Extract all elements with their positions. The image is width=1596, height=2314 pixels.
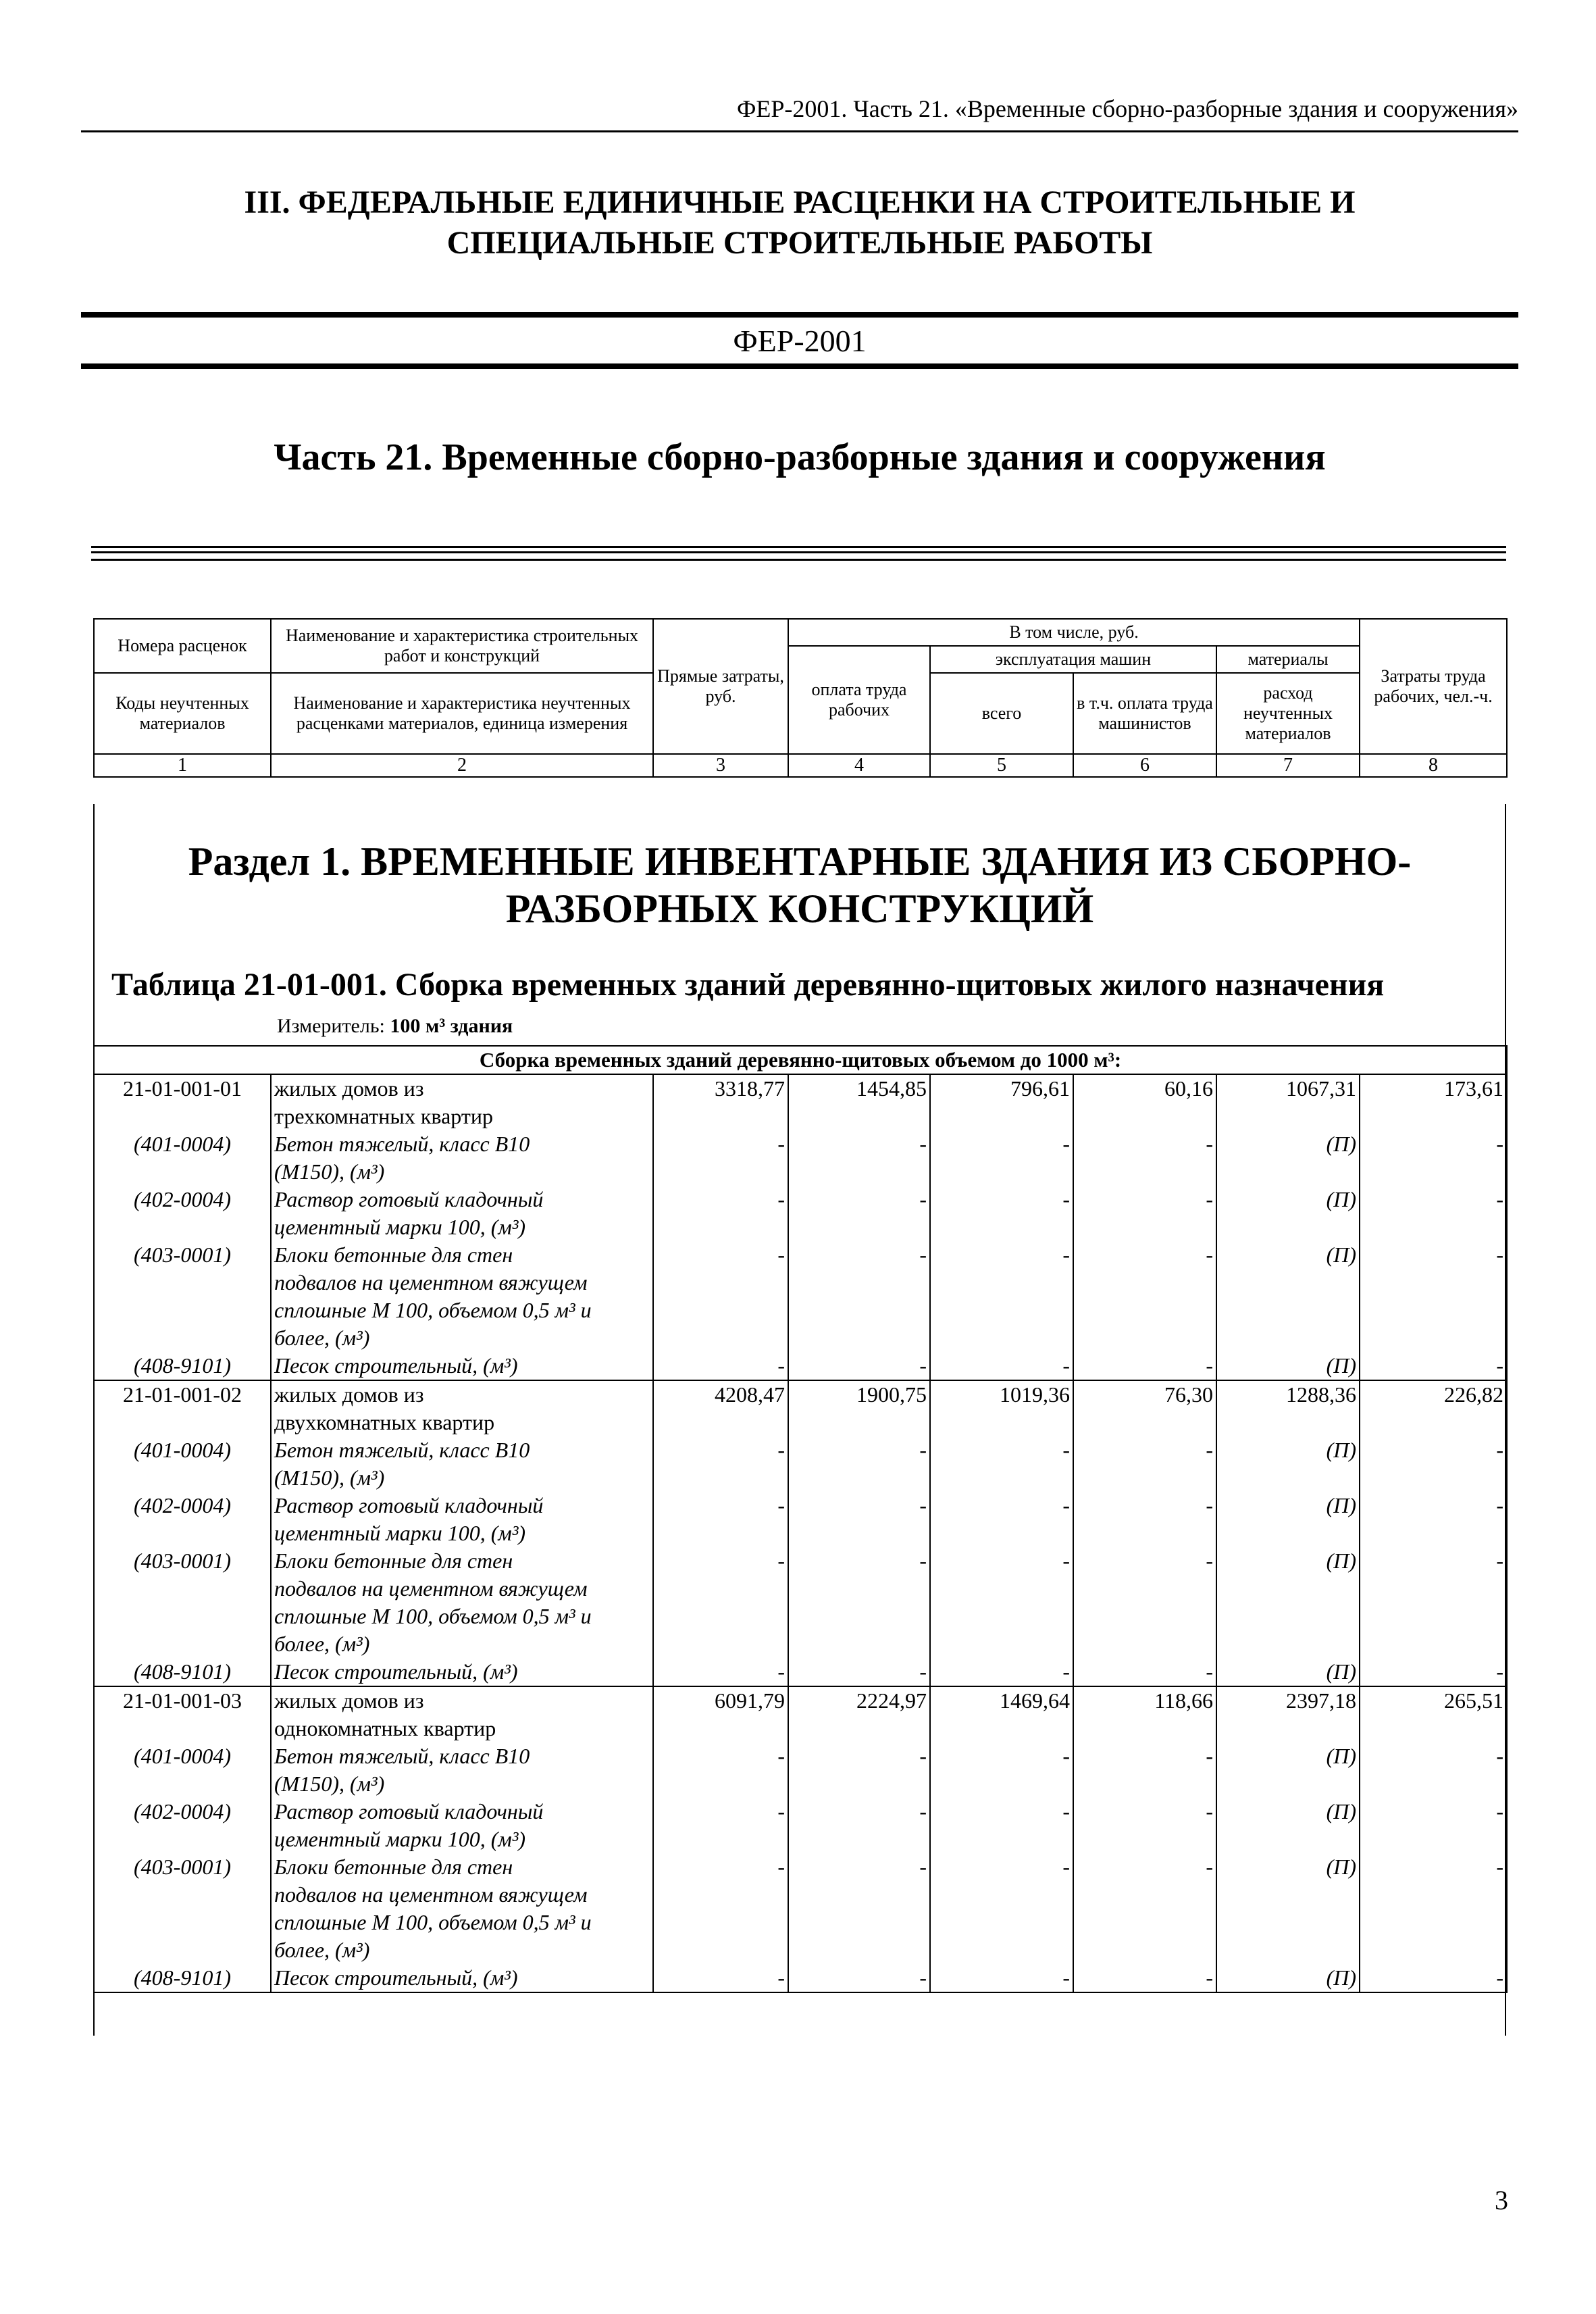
material-line: цементный марки 100, (м³) [274,1827,526,1851]
material-line: (М150), (м³) [274,1771,385,1796]
empty-value-dash: - [653,1798,788,1853]
empty-value-dash: - [788,1853,930,1964]
empty-value-dash: - [1073,1742,1216,1798]
table-subheading: Сборка временных зданий деревянно-щитовых объемом до 1000 м³: [94,1046,1507,1074]
empty-value-dash: - [1360,1492,1507,1547]
material-mark: (П) [1216,1130,1360,1186]
material-row [94,1186,1507,1241]
material-mark: (П) [1216,1352,1360,1380]
material-mark: (П) [1216,1492,1360,1547]
empty-value-dash: - [788,1130,930,1186]
value-machinists: 60,16 [1073,1074,1216,1130]
column-number: 4 [788,754,930,777]
section-title-line2: РАЗБОРНЫХ КОНСТРУКЦИЙ [505,886,1094,931]
double-rule [91,546,1506,561]
empty-value-dash: - [653,1964,788,1992]
column-number: 7 [1216,754,1360,777]
header-machines: эксплуатация машин [930,646,1216,673]
header-material-names: Наименование и характеристика неучтенных расценками материалов, единица измерения [271,673,653,754]
table-title: Таблица 21-01-001. Сборка временных зданий деревянно-щитовых жилого назначения [111,967,1385,1003]
material-line: Раствор готовый кладочный [274,1493,544,1517]
empty-value-dash: - [788,1547,930,1658]
header-machinists-pay: в т.ч. оплата труда машинистов [1073,673,1216,754]
empty-value-dash: - [1360,1798,1507,1853]
empty-value-dash: - [788,1352,930,1380]
running-header: ФЕР-2001. Часть 21. «Временные сборно-разборные здания и сооружения» [736,95,1518,122]
rate-code: 21-01-001-03 [94,1686,271,1742]
material-description [271,1547,653,1658]
empty-value-dash: - [1360,1352,1507,1380]
material-line: подвалов на цементном вяжущем [274,1576,588,1601]
material-code: (403-0001) [94,1241,271,1352]
empty-value-dash: - [1360,1742,1507,1798]
empty-value-dash: - [930,1130,1073,1186]
empty-value-dash: - [930,1492,1073,1547]
material-code: (401-0004) [94,1130,271,1186]
material-line: сплошные М 100, объемом 0,5 м³ и [274,1298,592,1322]
empty-value-dash: - [653,1658,788,1686]
empty-value-dash: - [1073,1436,1216,1492]
value-direct: 4208,47 [653,1380,788,1436]
material-line: подвалов на цементном вяжущем [274,1270,588,1294]
rate-row [94,1074,1507,1130]
empty-value-dash: - [653,1853,788,1964]
material-description [271,1130,653,1186]
header-material-consumption: расход неучтенных материалов [1216,673,1360,754]
rate-code: 21-01-001-01 [94,1074,271,1130]
rate-row [94,1686,1507,1742]
material-line: сплошные М 100, объемом 0,5 м³ и [274,1910,592,1934]
empty-value-dash: - [1073,1130,1216,1186]
part-title: Часть 21. Временные сборно-разборные здания и сооружения [274,436,1326,478]
empty-value-dash: - [930,1241,1073,1352]
empty-value-dash: - [1073,1798,1216,1853]
material-row [94,1241,1507,1352]
empty-value-dash: - [788,1964,930,1992]
value-materials: 1067,31 [1216,1074,1360,1130]
empty-value-dash: - [930,1352,1073,1380]
material-row [94,1130,1507,1186]
material-code: (402-0004) [94,1492,271,1547]
material-mark: (П) [1216,1186,1360,1241]
value-machines: 796,61 [930,1074,1073,1130]
value-direct: 3318,77 [653,1074,788,1130]
material-code: (408-9101) [94,1964,271,1992]
page-number: 3 [1495,2185,1508,2215]
material-line: Раствор готовый кладочный [274,1799,544,1823]
value-labor: 1900,75 [788,1380,930,1436]
column-number: 5 [930,754,1073,777]
material-mark: (П) [1216,1658,1360,1686]
empty-value-dash: - [788,1436,930,1492]
material-mark: (П) [1216,1853,1360,1964]
material-line: более, (м³) [274,1632,370,1656]
empty-value-dash: - [1073,1853,1216,1964]
material-code: (408-9101) [94,1658,271,1686]
column-number: 3 [653,754,788,777]
empty-value-dash: - [653,1492,788,1547]
value-machines: 1019,36 [930,1380,1073,1436]
material-code: (408-9101) [94,1352,271,1380]
empty-value-dash: - [1360,1436,1507,1492]
column-header-table [93,618,1508,778]
column-number: 2 [271,754,653,777]
empty-value-dash: - [653,1436,788,1492]
rates-table [93,1045,1508,1993]
material-description [271,1964,653,1992]
material-description [271,1798,653,1853]
material-line: более, (м³) [274,1938,370,1962]
section-title-line1: Раздел 1. ВРЕМЕННЫЕ ИНВЕНТАРНЫЕ ЗДАНИЯ ИЗ СБОРНО- [188,839,1412,884]
empty-value-dash: - [788,1492,930,1547]
column-number: 6 [1073,754,1216,777]
header-material-codes: Коды неучтенных материалов [94,673,271,754]
material-row [94,1492,1507,1547]
empty-value-dash: - [930,1964,1073,1992]
empty-value-dash: - [930,1853,1073,1964]
header-materials: материалы [1216,646,1360,673]
empty-value-dash: - [1360,1186,1507,1241]
value-hours: 265,51 [1360,1686,1507,1742]
empty-value-dash: - [653,1352,788,1380]
material-row [94,1853,1507,1964]
empty-value-dash: - [1360,1547,1507,1658]
empty-value-dash: - [788,1186,930,1241]
empty-value-dash: - [930,1742,1073,1798]
material-description [271,1241,653,1352]
header-labor-hours: Затраты труда рабочих, чел.-ч. [1360,619,1507,754]
empty-value-dash: - [788,1241,930,1352]
material-description [271,1436,653,1492]
value-machinists: 76,30 [1073,1380,1216,1436]
material-line: подвалов на цементном вяжущем [274,1882,588,1907]
value-machines: 1469,64 [930,1686,1073,1742]
material-line: цементный марки 100, (м³) [274,1521,526,1545]
empty-value-dash: - [930,1798,1073,1853]
empty-value-dash: - [788,1798,930,1853]
material-row [94,1352,1507,1380]
empty-value-dash: - [788,1742,930,1798]
work-description [271,1074,653,1130]
header-work-name: Наименование и характеристика строительных работ и конструкций [271,619,653,673]
material-mark: (П) [1216,1964,1360,1992]
material-line: Песок строительный, (м³) [274,1353,518,1378]
empty-value-dash: - [653,1547,788,1658]
material-code: (402-0004) [94,1798,271,1853]
material-line: Блоки бетонные для стен [274,1549,513,1573]
empty-value-dash: - [1073,1492,1216,1547]
empty-value-dash: - [1073,1658,1216,1686]
empty-value-dash: - [653,1186,788,1241]
rule-below-standard [81,363,1518,369]
material-row [94,1798,1507,1853]
material-line: более, (м³) [274,1326,370,1350]
main-heading-line2: СПЕЦИАЛЬНЫЕ СТРОИТЕЛЬНЫЕ РАБОТЫ [446,225,1153,261]
column-number: 1 [94,754,271,777]
material-code: (401-0004) [94,1742,271,1798]
material-line: Раствор готовый кладочный [274,1187,544,1211]
value-labor: 2224,97 [788,1686,930,1742]
work-line: жилых домов из [274,1382,424,1407]
value-direct: 6091,79 [653,1686,788,1742]
material-line: (М150), (м³) [274,1159,385,1184]
material-line: Бетон тяжелый, класс В10 [274,1132,530,1156]
empty-value-dash: - [1073,1241,1216,1352]
measure-unit [277,1015,513,1038]
main-heading [81,182,1518,263]
material-line: Бетон тяжелый, класс В10 [274,1744,530,1768]
material-line: Песок строительный, (м³) [274,1659,518,1684]
work-line: двухкомнатных квартир [274,1410,495,1434]
main-heading-line1: III. ФЕДЕРАЛЬНЫЕ ЕДИНИЧНЫЕ РАСЦЕНКИ НА СТРОИТЕЛЬНЫЕ И [244,184,1356,220]
material-description [271,1352,653,1380]
standard-title: ФЕР-2001 [733,324,867,358]
empty-value-dash: - [930,1658,1073,1686]
empty-value-dash: - [1073,1547,1216,1658]
material-line: сплошные М 100, объемом 0,5 м³ и [274,1604,592,1628]
header-labor-pay: оплата труда рабочих [788,646,930,754]
measure-label: Измеритель: [277,1015,390,1037]
material-mark: (П) [1216,1436,1360,1492]
material-description [271,1658,653,1686]
material-description [271,1742,653,1798]
material-code: (403-0001) [94,1547,271,1658]
material-code: (402-0004) [94,1186,271,1241]
header-including: В том числе, руб. [788,619,1360,646]
rule-above-standard [81,312,1518,318]
material-mark: (П) [1216,1547,1360,1658]
material-row [94,1436,1507,1492]
empty-value-dash: - [930,1186,1073,1241]
header-machines-total: всего [930,673,1073,754]
empty-value-dash: - [930,1547,1073,1658]
value-materials: 2397,18 [1216,1686,1360,1742]
material-row [94,1658,1507,1686]
empty-value-dash: - [653,1742,788,1798]
value-hours: 173,61 [1360,1074,1507,1130]
empty-value-dash: - [1360,1241,1507,1352]
value-hours: 226,82 [1360,1380,1507,1436]
header-rate-numbers: Номера расценок [94,619,271,673]
material-code: (403-0001) [94,1853,271,1964]
rate-code: 21-01-001-02 [94,1380,271,1436]
work-line: жилых домов из [274,1076,424,1101]
material-mark: (П) [1216,1798,1360,1853]
work-line: трехкомнатных квартир [274,1104,493,1128]
material-description [271,1492,653,1547]
measure-value: 100 м³ здания [390,1015,513,1037]
material-line: цементный марки 100, (м³) [274,1215,526,1239]
empty-value-dash: - [653,1241,788,1352]
material-mark: (П) [1216,1742,1360,1798]
empty-value-dash: - [1360,1853,1507,1964]
empty-value-dash: - [788,1658,930,1686]
empty-value-dash: - [1360,1964,1507,1992]
section-title [93,838,1506,932]
header-rule [81,130,1518,132]
material-mark: (П) [1216,1241,1360,1352]
material-line: Блоки бетонные для стен [274,1855,513,1879]
empty-value-dash: - [930,1436,1073,1492]
value-machinists: 118,66 [1073,1686,1216,1742]
empty-value-dash: - [1073,1964,1216,1992]
empty-value-dash: - [1360,1130,1507,1186]
work-description [271,1380,653,1436]
column-number: 8 [1360,754,1507,777]
value-materials: 1288,36 [1216,1380,1360,1436]
material-code: (401-0004) [94,1436,271,1492]
material-line: Песок строительный, (м³) [274,1965,518,1990]
empty-value-dash: - [1360,1658,1507,1686]
empty-value-dash: - [1073,1186,1216,1241]
value-labor: 1454,85 [788,1074,930,1130]
material-row [94,1547,1507,1658]
material-row [94,1964,1507,1992]
material-row [94,1742,1507,1798]
material-line: Бетон тяжелый, класс В10 [274,1438,530,1462]
work-line: однокомнатных квартир [274,1716,496,1740]
material-line: (М150), (м³) [274,1465,385,1490]
work-description [271,1686,653,1742]
rate-row [94,1380,1507,1436]
empty-value-dash: - [1073,1352,1216,1380]
material-line: Блоки бетонные для стен [274,1242,513,1267]
work-line: жилых домов из [274,1688,424,1713]
empty-value-dash: - [653,1130,788,1186]
material-description [271,1186,653,1241]
header-direct-costs: Прямые затраты, руб. [653,619,788,754]
material-description [271,1853,653,1964]
